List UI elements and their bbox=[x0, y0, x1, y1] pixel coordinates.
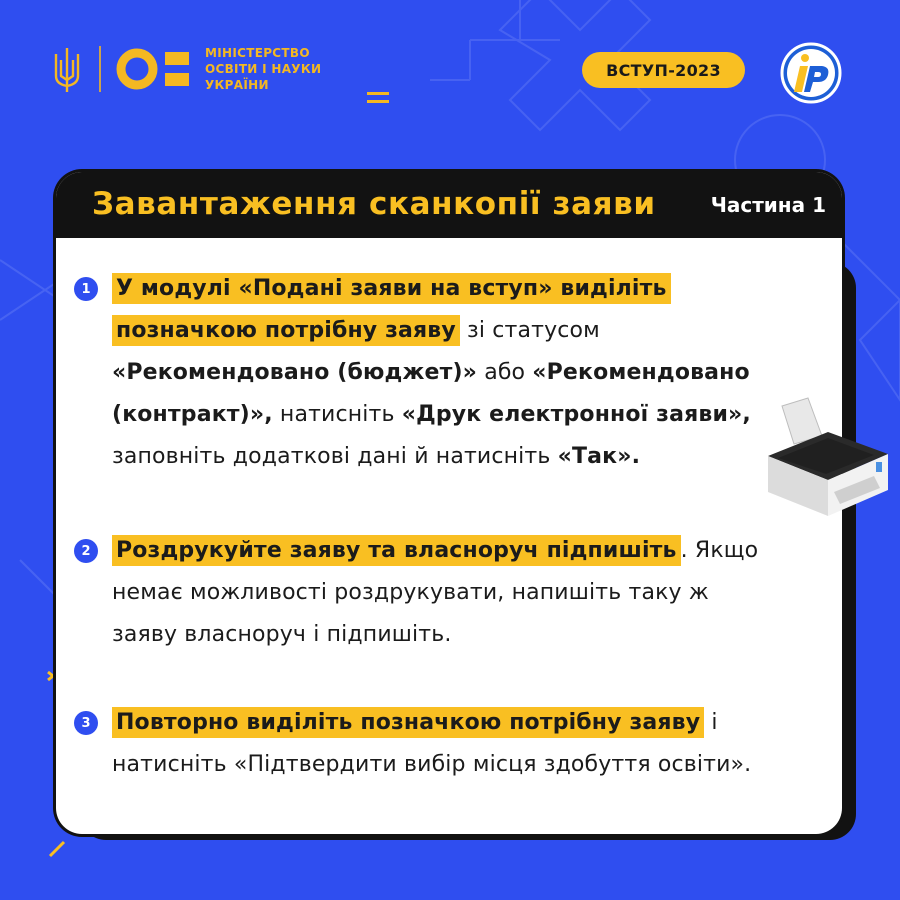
header-divider bbox=[99, 46, 101, 92]
plain-text: . Якщо немає можливості роздрукувати, напишіть таку ж заяву власноруч і підпишіть. bbox=[112, 538, 759, 647]
admission-badge: ВСТУП-2023 bbox=[582, 52, 745, 88]
ministry-line-1: МІНІСТЕРСТВО bbox=[205, 46, 310, 60]
plain-text: і натисніть «Підтвердити вибір місця здобуття освіти». bbox=[112, 710, 752, 777]
highlighted-text: Повторно виділіть позначкою потрібну заяву bbox=[112, 707, 704, 738]
bold-text: «Рекомендовано (бюджет)» bbox=[112, 360, 478, 385]
bold-text: «Так». bbox=[557, 444, 641, 469]
plain-text: заповніть додаткові дані й натисніть bbox=[112, 444, 558, 469]
plain-text: зі статусом bbox=[459, 318, 600, 343]
plain-text: або bbox=[477, 360, 533, 385]
plain-text: натисніть bbox=[272, 402, 402, 427]
step-number: 1 bbox=[74, 277, 98, 301]
step-text bbox=[112, 530, 772, 656]
ministry-line-3: УКРАЇНИ bbox=[205, 78, 269, 92]
highlighted-text: Роздрукуйте заяву та власноруч підпишіть bbox=[112, 535, 681, 566]
step-number: 2 bbox=[74, 539, 98, 563]
instruction-card bbox=[56, 172, 842, 834]
card-title: Завантаження сканкопії заяви bbox=[92, 186, 656, 222]
header bbox=[0, 0, 900, 150]
part-label: Частина 1 bbox=[710, 193, 826, 217]
card-header bbox=[56, 172, 842, 238]
ministry-line-2: ОСВІТИ І НАУКИ bbox=[205, 62, 322, 76]
bold-text: «Друк електронної заяви», bbox=[401, 402, 751, 427]
ministry-name bbox=[205, 45, 365, 93]
equals-decoration bbox=[367, 92, 389, 108]
mon-logo bbox=[115, 46, 195, 92]
step-number: 3 bbox=[74, 711, 98, 735]
trident-icon bbox=[50, 46, 84, 92]
step-text bbox=[112, 268, 812, 478]
printer-icon bbox=[764, 392, 894, 522]
bold-text: «Рекомендовано (контракт)», bbox=[112, 360, 750, 427]
ip-logo bbox=[780, 42, 842, 104]
highlighted-text: У модулі «Подані заяви на вступ» виділіть позначкою потрібну заяву bbox=[112, 273, 671, 346]
step-text bbox=[112, 702, 802, 786]
